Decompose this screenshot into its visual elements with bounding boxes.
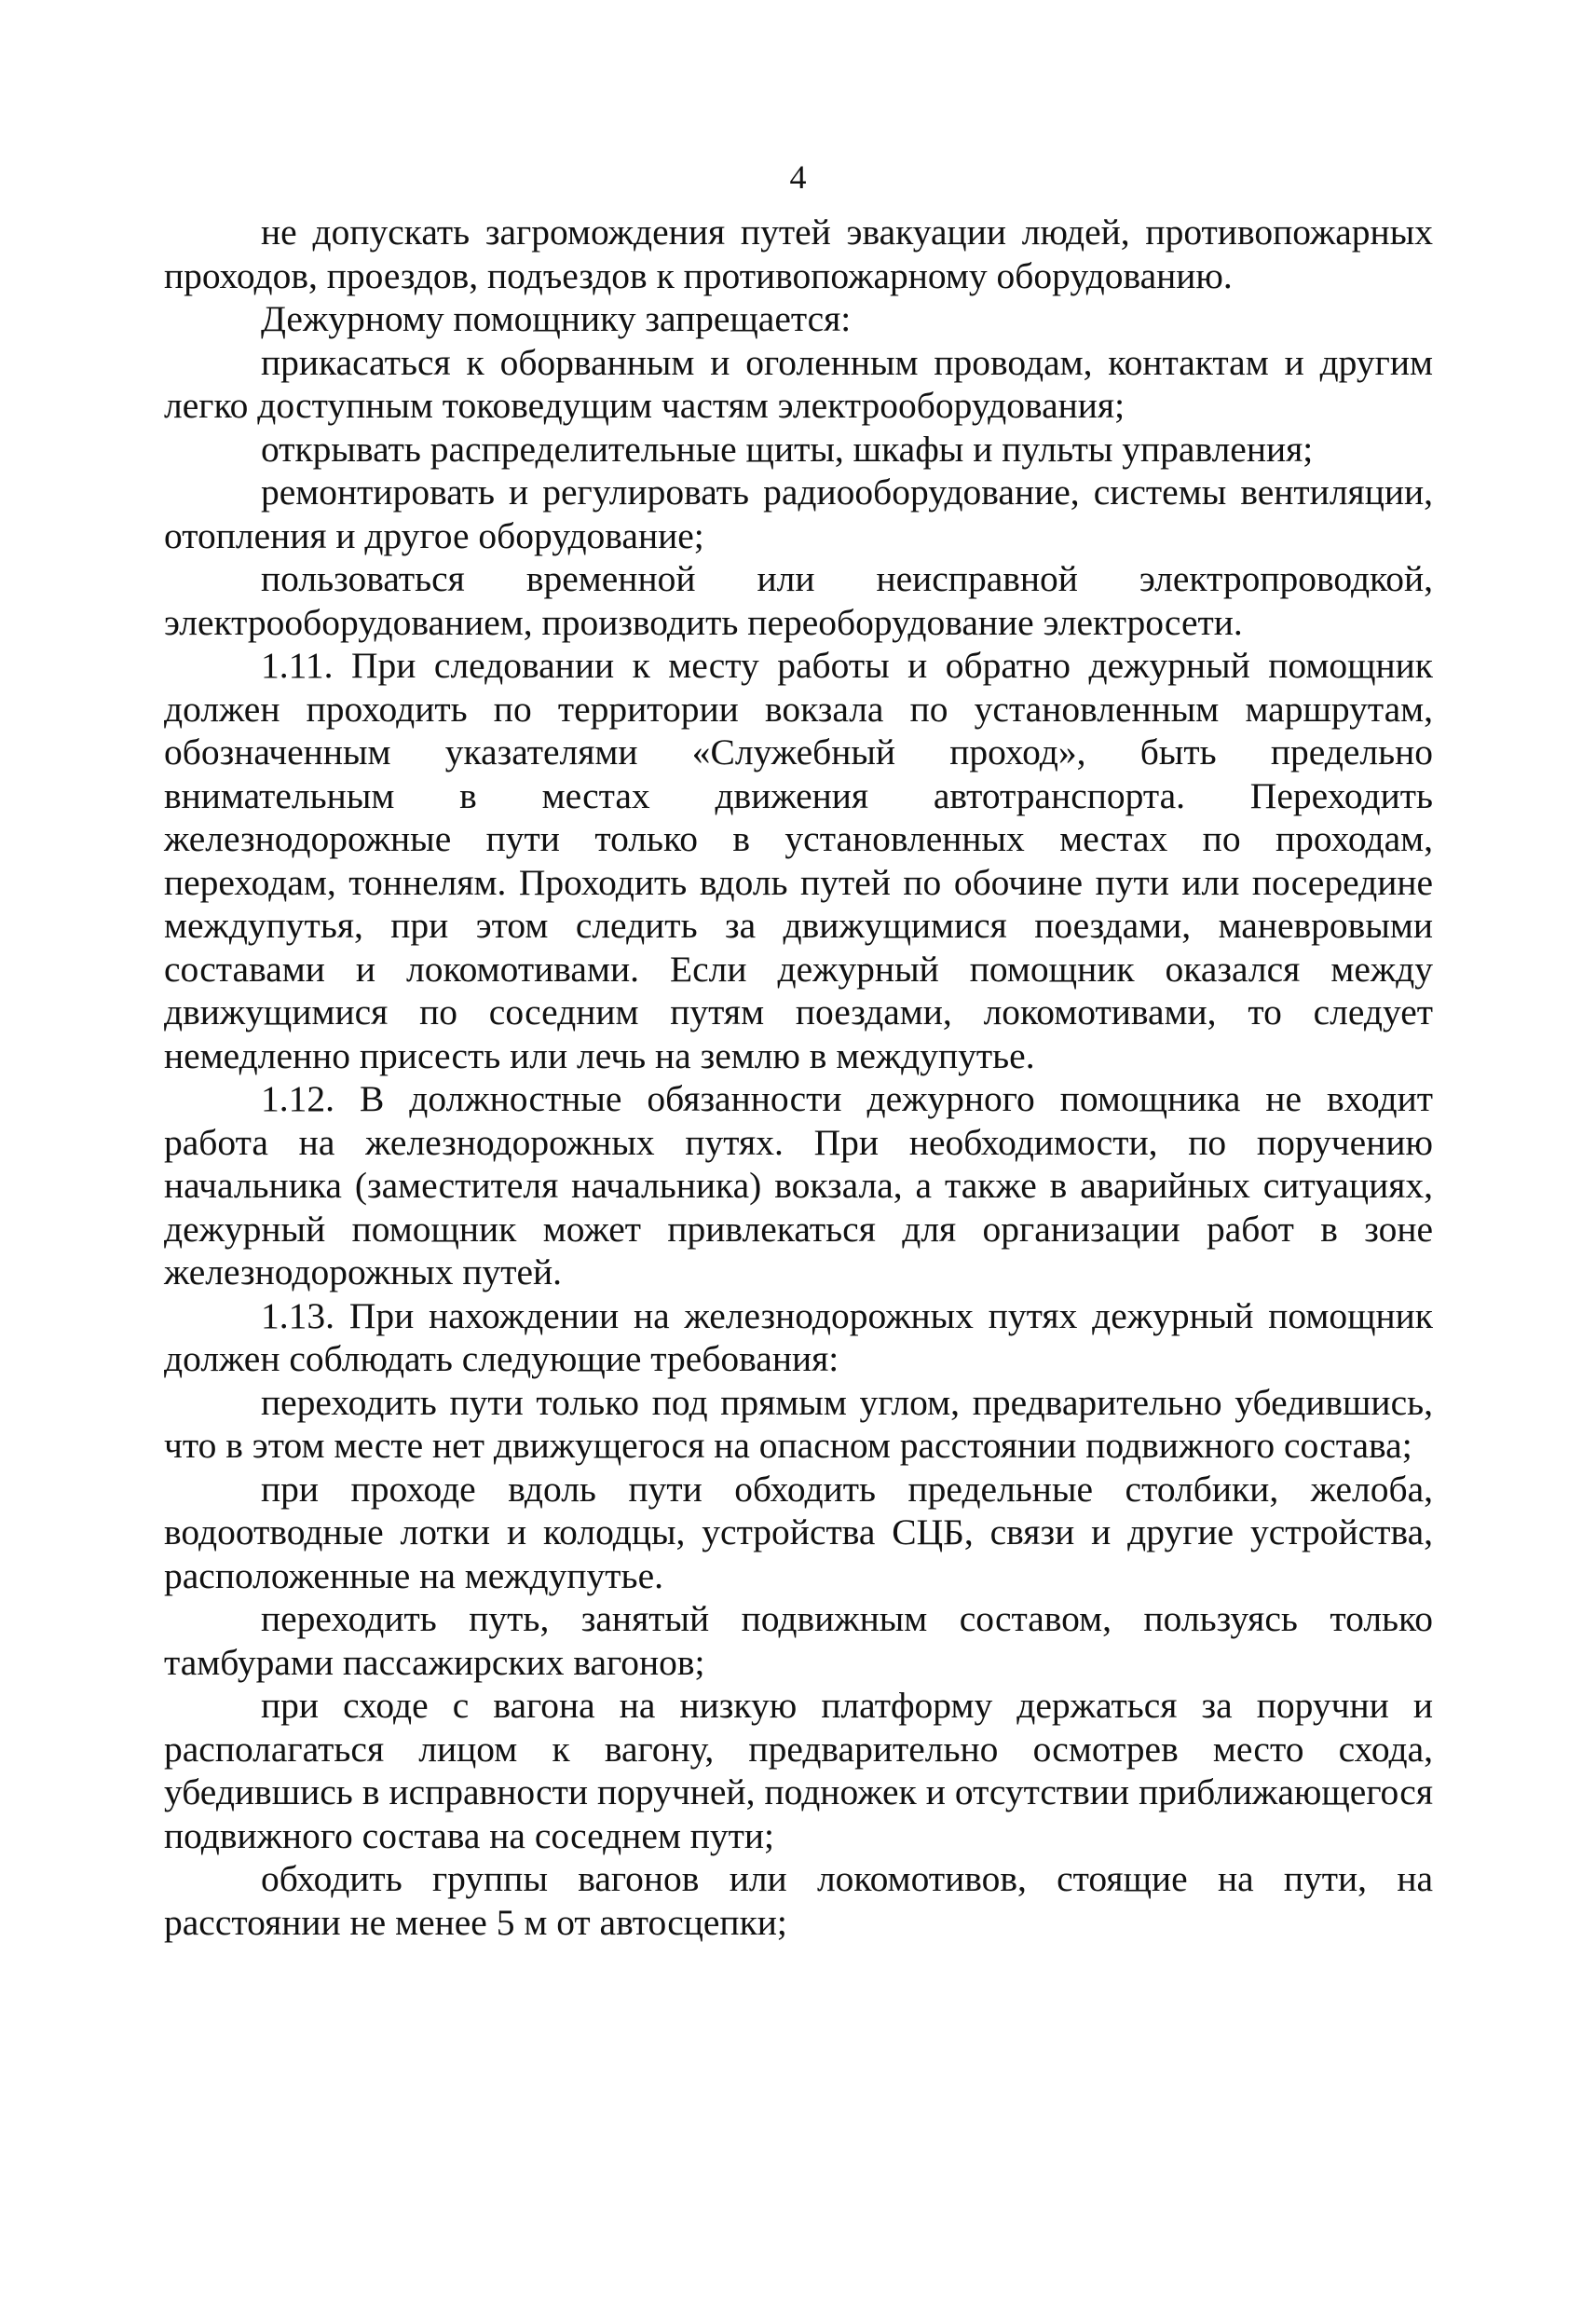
page-number: 4 [789, 158, 807, 196]
paragraph-section-1-11: 1.11. При следовании к месту работы и обратно дежурный помощник должен проходить по территории вокзала по установленным маршрутам, обозначенным указателями «Служебный проход», быть предельно внимательным в местах движения автотранспорта. Переходить железнодорожные пути только в установленных местах по проходам, переходам, тоннелям. Проходить вдоль путей по обочине пути или посередине междупутья, при этом следить за движущимися поездами, маневровыми составами и локомотивами. Если дежурный помощник оказался между движущимися по соседним путям поездами, локомотивами, то следует немедленно присесть или лечь на землю в междупутье. [164, 645, 1433, 1076]
paragraph-prohibitions-heading: Дежурному помощнику запрещается: [261, 298, 852, 339]
paragraph-evacuation-paths: не допускать загромождения путей эвакуации людей, противопожарных проходов, проездов, подъездов к противопожарному оборудованию. [164, 212, 1433, 296]
paragraph-bypass-cars: обходить группы вагонов или локомотивов, стоящие на пути, на расстоянии не менее 5 м от автосцепки; [164, 1858, 1433, 1943]
paragraph-exit-car: при сходе с вагона на низкую платформу держаться за поручни и располагаться лицом к вагону, предварительно осмотрев место схода, убедившись в исправности поручней, подножек и отсутствии приближающегося подвижного состава на соседнем пути; [164, 1685, 1433, 1856]
paragraph-faulty-wiring: пользоваться временной или неисправной электропроводкой, электрооборудованием, производить переоборудование электросети. [164, 558, 1433, 643]
paragraph-section-1-13: 1.13. При нахождении на железнодорожных путях дежурный помощник должен соблюдать следующие требования: [164, 1294, 1433, 1379]
paragraph-walk-along-track: при проходе вдоль пути обходить предельные столбики, желоба, водоотводные лотки и колодцы, устройства СЦБ, связи и другие устройства, расположенные на междупутье. [164, 1468, 1433, 1596]
paragraph-cross-tracks: переходить пути только под прямым углом, предварительно убедившись, что в этом месте нет движущегося на опасном расстоянии подвижного состава; [164, 1381, 1433, 1466]
document-body [164, 211, 1433, 1944]
paragraph-repair-equipment: ремонтировать и регулировать радиооборудование, системы вентиляции, отопления и другое оборудование; [164, 472, 1433, 556]
paragraph-touch-wires: прикасаться к оборванным и оголенным проводам, контактам и другим легко доступным токоведущим частям электрооборудования; [164, 341, 1433, 426]
paragraph-section-1-12: 1.12. В должностные обязанности дежурного помощника не входит работа на железнодорожных путях. При необходимости, по поручению начальника (заместителя начальника) вокзала, а также в аварийных ситуациях, дежурный помощник может привлекаться для организации работ в зоне железнодорожных путей. [164, 1078, 1433, 1292]
paragraph-occupied-track: переходить путь, занятый подвижным составом, пользуясь только тамбурами пассажирских вагонов; [164, 1598, 1433, 1683]
paragraph-open-panels: открывать распределительные щиты, шкафы и пульты управления; [261, 428, 1314, 470]
